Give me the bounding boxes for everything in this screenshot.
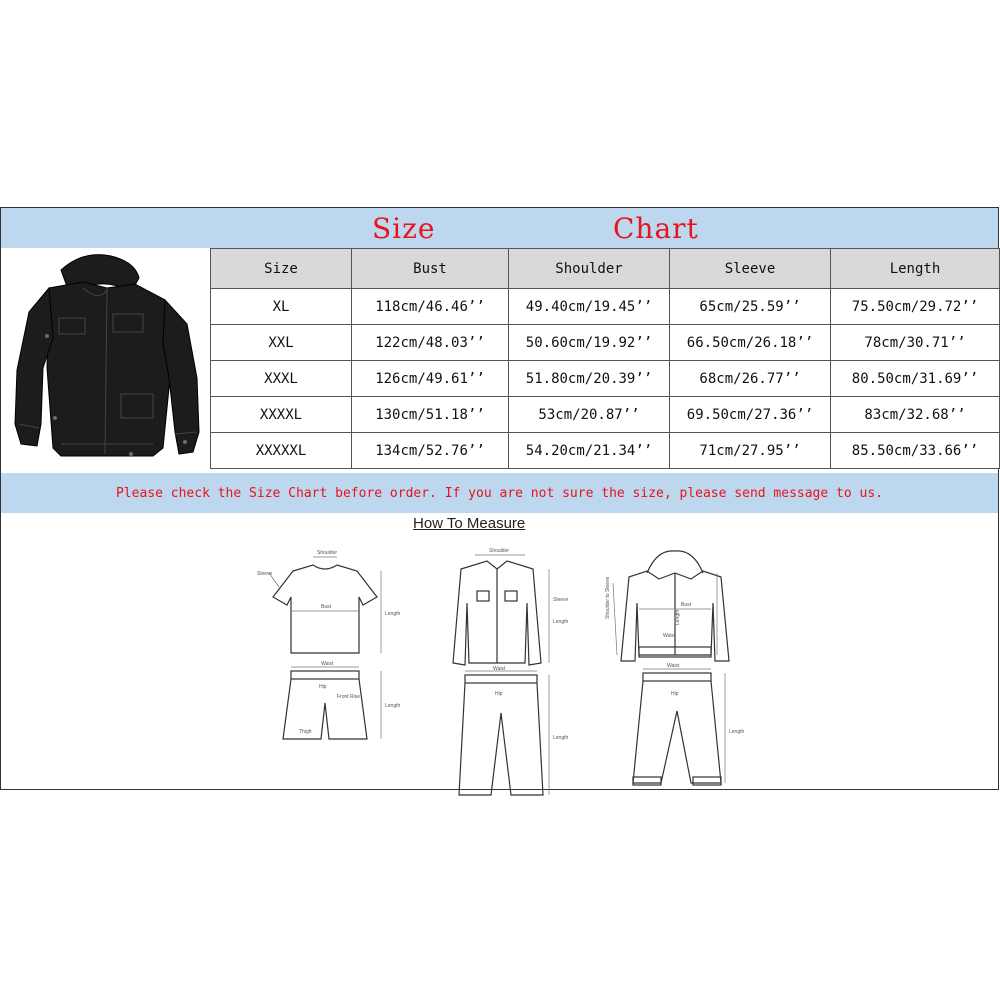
cell-bust: 126cm/49.61’’ — [352, 361, 509, 397]
cell-shoulder: 53cm/20.87’’ — [509, 397, 670, 433]
cell-length: 83cm/32.68’’ — [831, 397, 1000, 433]
header-sleeve: Sleeve — [670, 249, 831, 289]
table-row — [211, 325, 1000, 361]
tshirt-length-label: Length — [385, 611, 401, 617]
cell-shoulder: 51.80cm/20.39’’ — [509, 361, 670, 397]
header-shoulder: Shoulder — [509, 249, 670, 289]
cell-sleeve: 65cm/25.59’’ — [670, 289, 831, 325]
cell-size: XXXXXL — [211, 433, 352, 469]
cell-length: 75.50cm/29.72’’ — [831, 289, 1000, 325]
tshirt-shorts-diagram — [249, 543, 409, 783]
header-length: Length — [831, 249, 1000, 289]
title-chart: Chart — [613, 212, 699, 245]
table-header-row — [211, 249, 1000, 289]
trousers-waist-label: Waist — [493, 666, 506, 672]
table-row — [211, 289, 1000, 325]
cell-shoulder: 49.40cm/19.45’’ — [509, 289, 670, 325]
cell-size: XL — [211, 289, 352, 325]
joggers-outline — [633, 673, 721, 785]
joggers-hip-label: Hip — [671, 691, 679, 697]
joggers-length-label: Length — [729, 729, 745, 735]
header-size: Size — [211, 249, 352, 289]
tshirt-sleeve-label: Sleeve — [257, 571, 273, 577]
table-row — [211, 433, 1000, 469]
title-band — [1, 208, 998, 248]
shorts-hip-label: Hip — [319, 684, 327, 690]
shorts-length-label: Length — [385, 703, 401, 709]
trousers-hip-label: Hip — [495, 691, 503, 697]
shirt-shoulder-label: Shoulder — [489, 548, 510, 554]
cell-shoulder: 50.60cm/19.92’’ — [509, 325, 670, 361]
table-row — [211, 361, 1000, 397]
header-bust: Bust — [352, 249, 509, 289]
shirt-trousers-diagram — [425, 543, 585, 803]
shorts-outline — [283, 671, 367, 739]
cell-sleeve: 66.50cm/26.18’’ — [670, 325, 831, 361]
hoodie-joggers-diagram — [599, 543, 759, 803]
cell-sleeve: 68cm/26.77’’ — [670, 361, 831, 397]
shorts-front-rise-label: Front Rise — [337, 694, 361, 700]
joggers-waist-label: Waist — [667, 663, 680, 669]
title-size: Size — [372, 212, 436, 245]
shirt-sleeve-label: Sleeve — [553, 597, 569, 603]
cell-shoulder: 54.20cm/21.34’’ — [509, 433, 670, 469]
hoodie-length-label: Length — [675, 609, 681, 625]
cell-bust: 122cm/48.03’’ — [352, 325, 509, 361]
shorts-waist-label: Waist — [321, 661, 334, 667]
cell-length: 85.50cm/33.66’’ — [831, 433, 1000, 469]
hoodie-waist-label: Waist — [663, 633, 676, 639]
cell-length: 80.50cm/31.69’’ — [831, 361, 1000, 397]
cell-size: XXXXL — [211, 397, 352, 433]
notice-band — [1, 473, 998, 513]
shorts-thigh-label: Thigh — [299, 729, 312, 735]
jacket-image — [3, 248, 209, 472]
cell-sleeve: 71cm/27.95’’ — [670, 433, 831, 469]
cell-length: 78cm/30.71’’ — [831, 325, 1000, 361]
notice-text: Please check the Size Chart before order. If you are not sure the size, please send message to us. — [115, 485, 883, 501]
trousers-length-label: Length — [553, 735, 569, 741]
table-row — [211, 397, 1000, 433]
tshirt-bust-label: Bust — [321, 604, 332, 610]
cell-bust: 130cm/51.18’’ — [352, 397, 509, 433]
cell-size: XXL — [211, 325, 352, 361]
cell-size: XXXL — [211, 361, 352, 397]
cell-sleeve: 69.50cm/27.36’’ — [670, 397, 831, 433]
shirt-outline — [453, 561, 541, 665]
tshirt-shoulder-label: Shoulder — [317, 550, 338, 556]
hoodie-outline — [621, 551, 729, 661]
how-to-measure-title: How To Measure — [413, 515, 526, 532]
size-table — [210, 248, 1000, 469]
cell-bust: 118cm/46.46’’ — [352, 289, 509, 325]
cell-bust: 134cm/52.76’’ — [352, 433, 509, 469]
shirt-length-label: Length — [553, 619, 569, 625]
size-chart — [0, 207, 999, 790]
hoodie-shoulder-to-sleeve-label: Shoulder to Sleeve — [605, 576, 611, 619]
hoodie-bust-label: Bust — [681, 602, 692, 608]
